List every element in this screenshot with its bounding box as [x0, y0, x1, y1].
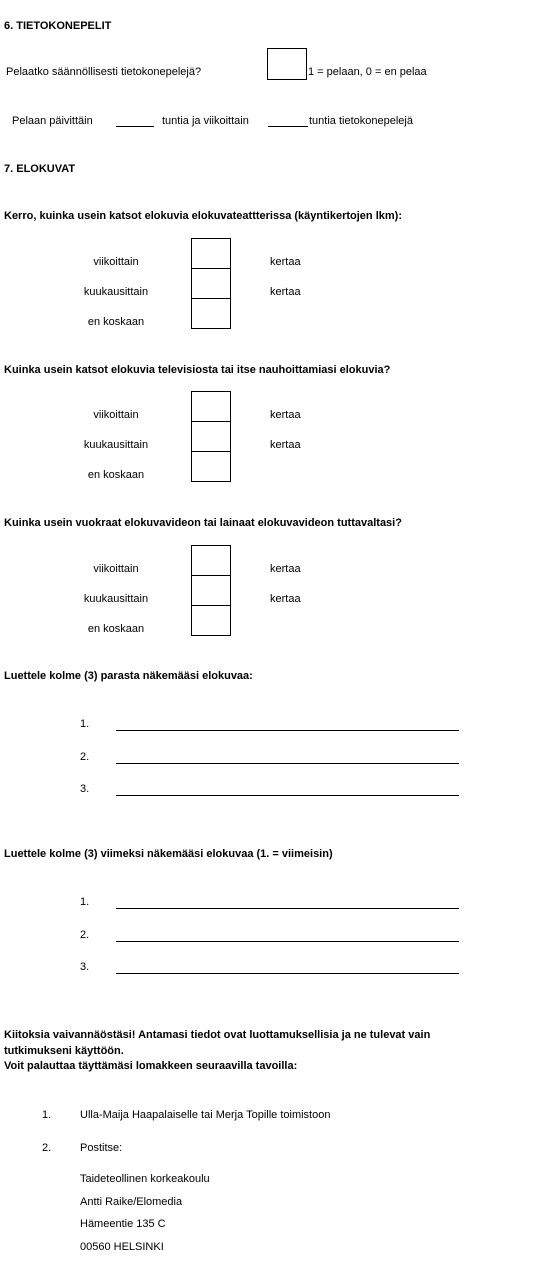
- thanks-line: tutkimukseni käyttöön.: [4, 1045, 124, 1057]
- freq-unit: kertaa: [270, 286, 301, 298]
- freq-unit: kertaa: [270, 563, 301, 575]
- tv-never-box[interactable]: [191, 451, 231, 482]
- address-line: Antti Raike/Elomedia: [80, 1196, 183, 1208]
- list-number: 3.: [80, 961, 90, 973]
- freq-label: viikoittain: [93, 563, 139, 575]
- freq-unit: kertaa: [270, 256, 301, 268]
- freq-unit: kertaa: [270, 439, 301, 451]
- video-monthly-box[interactable]: [191, 575, 231, 606]
- freq-label: en koskaan: [87, 316, 145, 328]
- address-line: 00560 HELSINKI: [80, 1241, 164, 1253]
- cinema-never-box[interactable]: [191, 298, 231, 329]
- section-7-heading: 7. ELOKUVAT: [4, 163, 76, 175]
- weekly-hours-blank[interactable]: [268, 126, 308, 127]
- freq-unit: kertaa: [270, 409, 301, 421]
- recent-films-question: Luettele kolme (3) viimeksi näkemääsi elokuvaa (1. = viimeisin): [4, 848, 333, 860]
- freq-label: kuukausittain: [83, 593, 149, 605]
- cinema-weekly-box[interactable]: [191, 238, 231, 269]
- thanks-line: Kiitoksia vaivannäöstäsi! Antamasi tiedot ovat luottamuksellisia ja ne tulevat vain: [4, 1029, 431, 1041]
- best-film-line-2[interactable]: [116, 763, 459, 764]
- list-number: 2.: [80, 929, 90, 941]
- video-question: Kuinka usein vuokraat elokuvavideon tai lainaat elokuvavideon tuttavaltasi?: [4, 517, 402, 529]
- play-answer-box[interactable]: [267, 48, 307, 80]
- freq-label: en koskaan: [87, 623, 145, 635]
- freq-unit: kertaa: [270, 593, 301, 605]
- recent-film-line-1[interactable]: [116, 908, 459, 909]
- freq-label: kuukausittain: [83, 439, 149, 451]
- hours-question-part2: tuntia ja viikoittain: [162, 115, 249, 127]
- section-6-heading: 6. TIETOKONEPELIT: [4, 20, 112, 32]
- address-line: Hämeentie 135 C: [80, 1218, 166, 1230]
- freq-label: kuukausittain: [83, 286, 149, 298]
- recent-film-line-3[interactable]: [116, 973, 459, 974]
- video-never-box[interactable]: [191, 605, 231, 636]
- list-number: 2.: [80, 751, 90, 763]
- freq-label: viikoittain: [93, 256, 139, 268]
- freq-label: viikoittain: [93, 409, 139, 421]
- thanks-line: Voit palauttaa täyttämäsi lomakkeen seuraavilla tavoilla:: [4, 1060, 298, 1072]
- return-option-text: Postitse:: [80, 1142, 123, 1154]
- list-number: 1.: [80, 718, 90, 730]
- list-number: 3.: [80, 783, 90, 795]
- video-weekly-box[interactable]: [191, 545, 231, 576]
- best-film-line-3[interactable]: [116, 795, 459, 796]
- cinema-question: Kerro, kuinka usein katsot elokuvia elokuvateattterissa (käyntikertojen lkm):: [4, 210, 402, 222]
- best-films-question: Luettele kolme (3) parasta näkemääsi elokuvaa:: [4, 670, 253, 682]
- cinema-monthly-box[interactable]: [191, 268, 231, 299]
- tv-question: Kuinka usein katsot elokuvia televisiosta tai itse nauhoittamiasi elokuvia?: [4, 364, 391, 376]
- play-answer-hint: 1 = pelaan, 0 = en pelaa: [308, 66, 427, 78]
- tv-monthly-box[interactable]: [191, 421, 231, 452]
- hours-question-part3: tuntia tietokonepelejä: [309, 115, 413, 127]
- daily-hours-blank[interactable]: [116, 126, 154, 127]
- play-question: Pelaatko säännöllisesti tietokonepelejä?: [6, 66, 202, 78]
- hours-question-part1: Pelaan päivittäin: [12, 115, 93, 127]
- address-line: Taideteollinen korkeakoulu: [80, 1173, 210, 1185]
- list-number: 1.: [80, 896, 90, 908]
- return-option-text: Ulla-Maija Haapalaiselle tai Merja Topille toimistoon: [80, 1109, 331, 1121]
- return-option-number: 1.: [42, 1109, 52, 1121]
- best-film-line-1[interactable]: [116, 730, 459, 731]
- return-option-number: 2.: [42, 1142, 52, 1154]
- recent-film-line-2[interactable]: [116, 941, 459, 942]
- tv-weekly-box[interactable]: [191, 391, 231, 422]
- freq-label: en koskaan: [87, 469, 145, 481]
